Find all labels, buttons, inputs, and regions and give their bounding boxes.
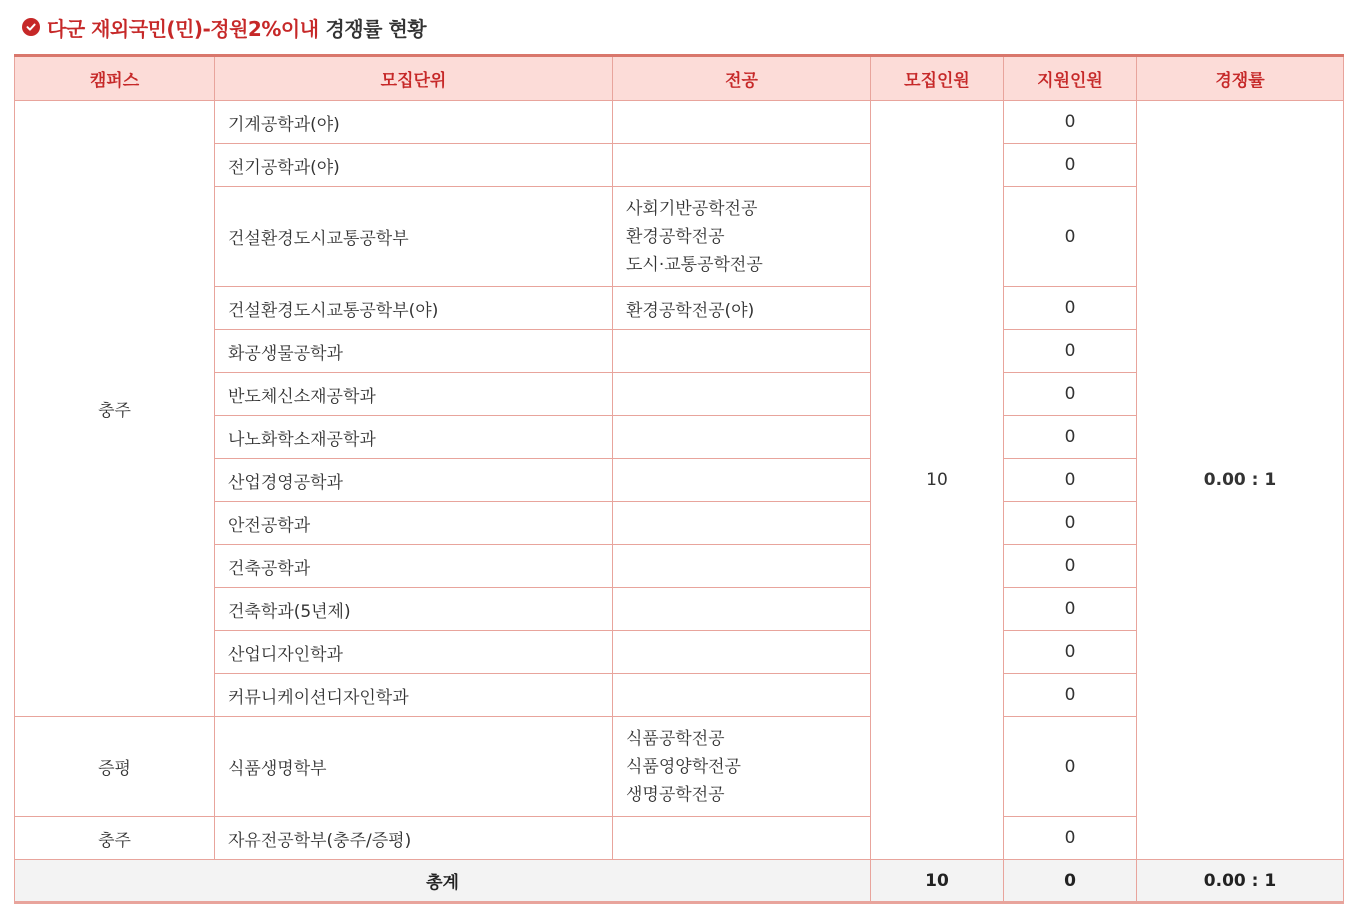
applicants-cell: 0 xyxy=(1004,330,1137,373)
title-admission-type: 다군 재외국민(민)-정원2%이내 xyxy=(47,16,319,41)
total-label: 총계 xyxy=(15,860,871,903)
major-cell xyxy=(613,545,871,588)
competition-table xyxy=(14,54,1344,904)
unit-cell: 자유전공학부(충주/증평) xyxy=(215,817,613,860)
unit-cell: 산업디자인학과 xyxy=(215,631,613,674)
unit-cell: 커뮤니케이션디자인학과 xyxy=(215,674,613,717)
applicants-cell: 0 xyxy=(1004,545,1137,588)
major-item: 환경공학전공 xyxy=(626,226,725,247)
col-header-ratio: 경쟁률 xyxy=(1137,56,1344,101)
major-item: 도시·교통공학전공 xyxy=(626,254,763,275)
table-row xyxy=(15,101,1344,144)
major-item: 식품공학전공 xyxy=(626,728,725,749)
applicants-cell: 0 xyxy=(1004,101,1137,144)
col-header-campus: 캠퍼스 xyxy=(15,56,215,101)
unit-cell: 전기공학과(야) xyxy=(215,144,613,187)
major-cell xyxy=(613,459,871,502)
applicants-cell: 0 xyxy=(1004,674,1137,717)
campus-cell: 충주 xyxy=(15,101,215,717)
quota-cell: 10 xyxy=(871,101,1004,860)
unit-cell: 안전공학과 xyxy=(215,502,613,545)
applicants-cell: 0 xyxy=(1004,817,1137,860)
unit-cell: 건설환경도시교통공학부(야) xyxy=(215,287,613,330)
table-header-row xyxy=(15,56,1344,101)
col-header-major: 전공 xyxy=(613,56,871,101)
major-cell xyxy=(613,373,871,416)
applicants-cell: 0 xyxy=(1004,144,1137,187)
applicants-cell: 0 xyxy=(1004,717,1137,817)
unit-cell: 건축공학과 xyxy=(215,545,613,588)
applicants-cell: 0 xyxy=(1004,373,1137,416)
total-row xyxy=(15,860,1344,903)
unit-cell: 건축학과(5년제) xyxy=(215,588,613,631)
major-cell xyxy=(613,416,871,459)
unit-cell: 건설환경도시교통공학부 xyxy=(215,187,613,287)
ratio-cell: 0.00 : 1 xyxy=(1137,101,1344,860)
applicants-cell: 0 xyxy=(1004,502,1137,545)
total-applicants: 0 xyxy=(1004,860,1137,903)
major-cell xyxy=(613,330,871,373)
applicants-cell: 0 xyxy=(1004,187,1137,287)
total-ratio: 0.00 : 1 xyxy=(1137,860,1344,903)
major-cell xyxy=(613,144,871,187)
applicants-cell: 0 xyxy=(1004,459,1137,502)
applicants-cell: 0 xyxy=(1004,631,1137,674)
major-cell xyxy=(613,287,871,330)
campus-cell: 충주 xyxy=(15,817,215,860)
major-cell xyxy=(613,717,871,817)
applicants-cell: 0 xyxy=(1004,287,1137,330)
total-quota: 10 xyxy=(871,860,1004,903)
applicants-cell: 0 xyxy=(1004,416,1137,459)
major-item: 식품영양학전공 xyxy=(626,756,741,777)
check-circle-icon xyxy=(22,18,40,36)
unit-cell: 산업경영공학과 xyxy=(215,459,613,502)
major-cell xyxy=(613,817,871,860)
major-cell xyxy=(613,187,871,287)
major-item: 생명공학전공 xyxy=(626,784,725,805)
unit-cell: 나노화학소재공학과 xyxy=(215,416,613,459)
title-status-label: 경쟁률 현황 xyxy=(325,16,427,41)
section-title xyxy=(22,13,426,41)
unit-cell: 화공생물공학과 xyxy=(215,330,613,373)
major-cell xyxy=(613,101,871,144)
applicants-cell: 0 xyxy=(1004,588,1137,631)
unit-cell: 기계공학과(야) xyxy=(215,101,613,144)
col-header-unit: 모집단위 xyxy=(215,56,613,101)
col-header-quota: 모집인원 xyxy=(871,56,1004,101)
unit-cell: 식품생명학부 xyxy=(215,717,613,817)
major-cell xyxy=(613,588,871,631)
major-cell xyxy=(613,502,871,545)
col-header-applicants: 지원인원 xyxy=(1004,56,1137,101)
campus-cell: 증평 xyxy=(15,717,215,817)
major-cell xyxy=(613,674,871,717)
unit-cell: 반도체신소재공학과 xyxy=(215,373,613,416)
major-cell xyxy=(613,631,871,674)
major-item: 사회기반공학전공 xyxy=(626,198,758,219)
major-item: 환경공학전공(야) xyxy=(626,300,755,321)
